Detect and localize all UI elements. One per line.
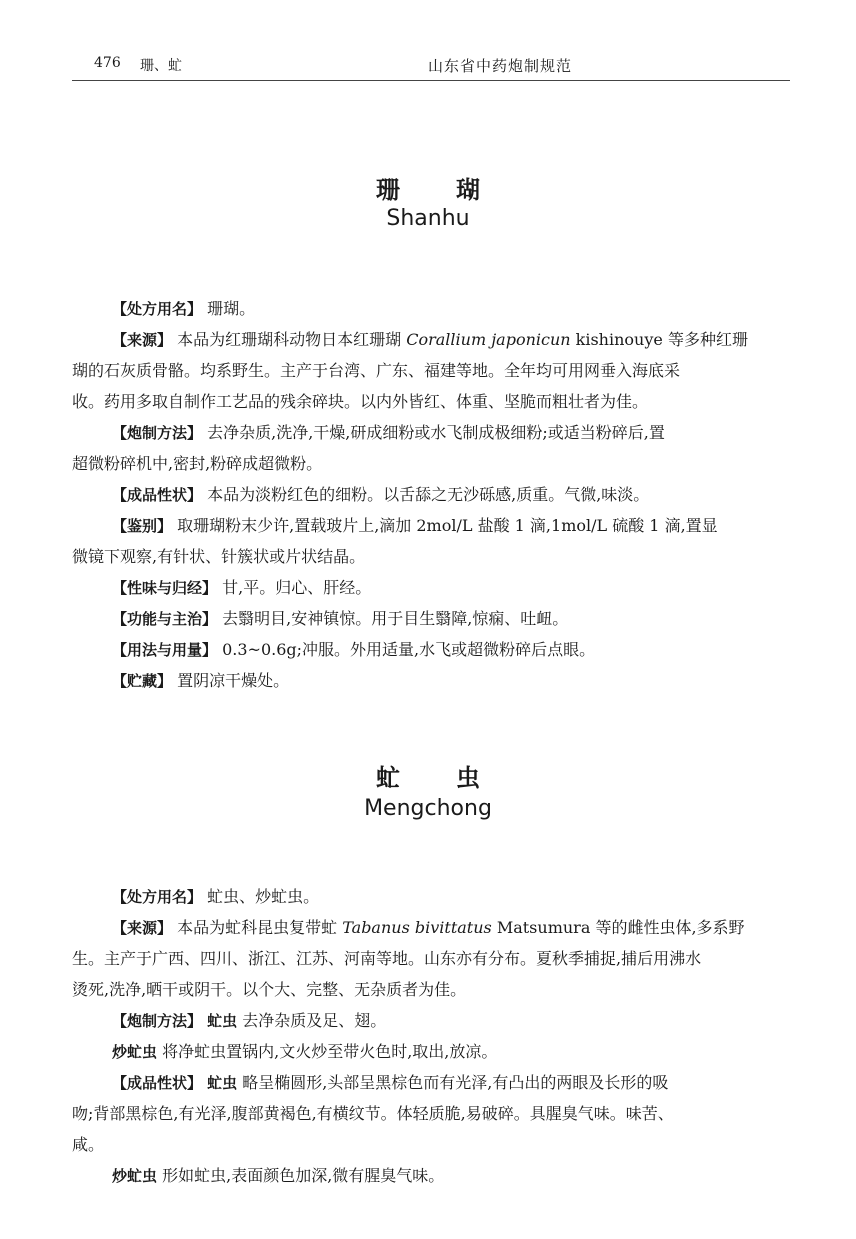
field-text: 本品为虻科昆虫复带虻 [177,918,338,937]
entry-line [112,423,790,443]
entry-line [112,671,790,691]
entry-line: 微镜下观察,有针状、针簇状或片状结晶。 [72,547,366,566]
entry-line: 吻;背部黑棕色,有光泽,腹部黄褐色,有横纹节。体轻质脆,易破碎。具腥臭气味。味苦、 [72,1104,674,1123]
field-label: 【贮藏】 [112,672,173,690]
field-label: 【成品性状】 [112,1074,203,1092]
field-text: 0.3~0.6g;冲服。外用适量,水飞或超微粉碎后点眼。 [222,640,596,659]
entry-pinyin: Shanhu [386,206,470,231]
latin-name: Corallium japonicun [406,330,571,349]
entry-line [112,1166,790,1186]
field-text: 去净杂质,洗净,干燥,研成细粉或水飞制成极细粉;或适当粉碎后,置 [207,423,665,442]
entry-line [112,485,790,505]
entry-line: 生。主产于广西、四川、浙江、江苏、河南等地。山东亦有分布。夏秋季捕捉,捕后用沸水 [72,949,702,968]
field-text: 置阴凉干燥处。 [177,671,290,690]
field-label: 【成品性状】 [112,486,203,504]
field-text: 本品为淡粉红色的细粉。以舌舔之无沙砾感,质重。气微,味淡。 [207,485,650,504]
field-label: 【性味与归经】 [112,579,218,597]
section-name: 珊、虻 [140,58,182,74]
entry-title-char: 虫 [456,764,480,792]
entry-title-char: 虻 [376,764,400,792]
field-text: kishinouye 等多种红珊 [575,330,748,349]
field-label: 【功能与主治】 [112,610,218,628]
field-text: 珊瑚。 [207,299,256,318]
field-label: 【处方用名】 [112,300,203,318]
entry-line [112,1042,790,1062]
field-text: 虻虫、炒虻虫。 [207,887,320,906]
entry-pinyin: Mengchong [364,796,492,821]
entry-line: 收。药用多取自制作工艺品的残余碎块。以内外皆红、体重、坚脆而粗壮者为佳。 [72,392,649,411]
field-text: 将净虻虫置锅内,文火炒至带火色时,取出,放凉。 [162,1042,498,1061]
entry-title [0,758,856,793]
field-text: 形如虻虫,表面颜色加深,微有腥臭气味。 [162,1166,445,1185]
field-label: 【用法与用量】 [112,641,218,659]
field-text: 去翳明目,安神镇惊。用于目生翳障,惊痫、吐衄。 [222,609,569,628]
entry-line: 咸。 [72,1135,105,1154]
field-label: 【炮制方法】 [112,1012,203,1030]
field-label: 【来源】 [112,919,173,937]
field-label: 【来源】 [112,331,173,349]
page-number: 476 [94,55,121,71]
sub-label: 炒虻虫 [112,1167,158,1185]
entry-line [112,609,790,629]
entry-line [112,640,790,660]
field-text: 本品为红珊瑚科动物日本红珊瑚 [177,330,402,349]
entry-line [112,578,790,598]
field-text: 略呈椭圆形,头部呈黑棕色而有光泽,有凸出的两眼及长形的吸 [242,1073,669,1092]
entry-line: 超微粉碎机中,密封,粉碎成超微粉。 [72,454,323,473]
entry-line [112,299,790,319]
field-text: 甘,平。归心、肝经。 [222,578,372,597]
sub-label: 虻虫 [207,1012,238,1030]
entry-title-char: 珊 [376,176,400,204]
latin-name: Tabanus bivittatus [342,918,492,937]
entry-line [112,516,790,536]
field-text: 取珊瑚粉末少许,置载玻片上,滴加 2mol/L 盐酸 1 滴,1mol/L 硫酸 1 滴,置显 [177,516,718,535]
header-rule [72,80,790,81]
entry-line: 瑚的石灰质骨骼。均系野生。主产于台湾、广东、福建等地。全年均可用网垂入海底采 [72,361,681,380]
entry-line [112,887,790,907]
sub-label: 虻虫 [207,1074,238,1092]
field-text: 去净杂质及足、翅。 [242,1011,387,1030]
field-text: Matsumura 等的雌性虫体,多系野 [496,918,745,937]
book-title: 山东省中药炮制规范 [428,57,573,75]
entry-title [0,170,856,205]
entry-line [112,918,790,938]
entry-title-char: 瑚 [456,176,480,204]
entry-line [112,330,790,350]
entry-line [112,1011,790,1031]
field-label: 【炮制方法】 [112,424,203,442]
running-header [72,52,790,78]
entry-line [112,1073,790,1093]
field-label: 【鉴别】 [112,517,173,535]
sub-label: 炒虻虫 [112,1043,158,1061]
entry-line: 烫死,洗净,晒干或阴干。以个大、完整、无杂质者为佳。 [72,980,467,999]
field-label: 【处方用名】 [112,888,203,906]
